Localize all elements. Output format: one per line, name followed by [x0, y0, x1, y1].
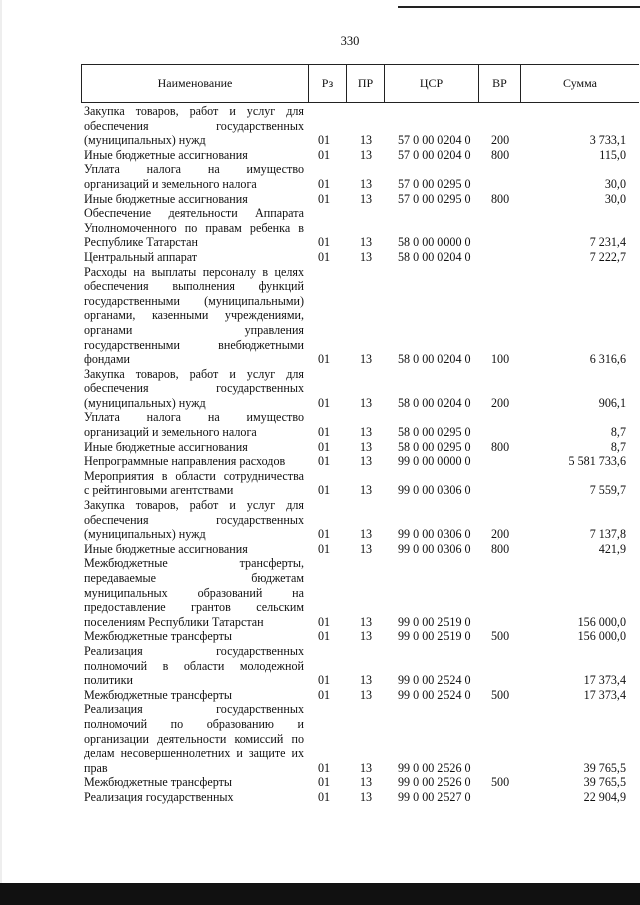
row-name	[84, 206, 304, 250]
row-vr: 500	[491, 687, 510, 702]
table-row	[0, 688, 640, 703]
row-name-line: предоставление грантов сельским	[84, 600, 304, 615]
row-pr: 13	[360, 439, 373, 454]
row-rz: 01	[318, 249, 331, 264]
table-row	[0, 192, 640, 207]
row-name-line: обеспечения государственных	[84, 512, 304, 527]
row-name	[84, 542, 304, 557]
row-name-line: муниципальных образований на	[84, 585, 304, 600]
row-csr: 57 0 00 0204 0	[398, 147, 471, 162]
table-row	[0, 775, 640, 790]
row-name-line: Иные бюджетные ассигнования	[84, 541, 248, 556]
row-name-line: (муниципальных) нужд	[84, 395, 206, 410]
row-rz: 01	[318, 191, 331, 206]
row-rz: 01	[318, 176, 331, 191]
row-name	[84, 410, 304, 439]
row-pr: 13	[360, 789, 373, 804]
row-name-line: государственными (муниципальными)	[84, 293, 304, 308]
table-row	[0, 148, 640, 163]
row-name-line: органами управления	[84, 322, 304, 337]
row-name-line: Межбюджетные трансферты	[84, 687, 233, 702]
table-row	[0, 104, 640, 148]
row-name	[84, 775, 304, 790]
row-csr: 99 0 00 2524 0	[398, 687, 471, 702]
row-rz: 01	[318, 483, 331, 498]
row-name-line: Закупка товаров, работ и услуг для	[84, 104, 304, 118]
row-csr: 99 0 00 0000 0	[398, 454, 471, 469]
table-row	[0, 454, 640, 469]
row-vr: 500	[491, 775, 510, 790]
row-name-line: поселениям Республики Татарстан	[84, 614, 264, 629]
row-name-line: полномочий по образованию и	[84, 716, 304, 731]
row-csr: 58 0 00 0204 0	[398, 395, 471, 410]
row-sum: 17 373,4	[583, 673, 626, 688]
row-pr: 13	[360, 147, 373, 162]
row-name-line: Центральный аппарат	[84, 249, 198, 264]
row-name	[84, 162, 304, 191]
top-rule	[398, 6, 640, 8]
row-sum: 30,0	[604, 176, 626, 191]
table-row	[0, 250, 640, 265]
row-name	[84, 498, 304, 542]
row-rz: 01	[318, 425, 331, 440]
row-csr: 58 0 00 0295 0	[398, 439, 471, 454]
table-row	[0, 367, 640, 411]
row-rz: 01	[318, 352, 331, 367]
row-rz: 01	[318, 541, 331, 556]
row-name-line: Уплата налога на имущество	[84, 162, 304, 177]
row-sum: 8,7	[610, 439, 626, 454]
row-rz: 01	[318, 614, 331, 629]
row-csr: 57 0 00 0204 0	[398, 133, 471, 148]
row-csr: 58 0 00 0204 0	[398, 249, 471, 264]
row-csr: 99 0 00 2526 0	[398, 760, 471, 775]
page-number: 330	[340, 34, 360, 48]
row-pr: 13	[360, 483, 373, 498]
row-vr: 500	[491, 629, 510, 644]
row-sum: 7 137,8	[589, 527, 626, 542]
table-row	[0, 440, 640, 455]
row-name	[84, 702, 304, 775]
row-csr: 58 0 00 0204 0	[398, 352, 471, 367]
row-pr: 13	[360, 629, 373, 644]
row-name-line: (муниципальных) нужд	[84, 133, 206, 148]
table-row	[0, 542, 640, 557]
row-name	[84, 440, 304, 455]
row-sum: 7 222,7	[589, 249, 626, 264]
row-name-line: Обеспечение деятельности Аппарата	[84, 206, 304, 221]
row-csr: 99 0 00 2527 0	[398, 789, 471, 804]
row-name-line: Закупка товаров, работ и услуг для	[84, 366, 304, 381]
table-row	[0, 644, 640, 688]
row-name	[84, 644, 304, 688]
row-name-line: Реализация государственных	[84, 789, 234, 804]
row-csr: 99 0 00 2519 0	[398, 629, 471, 644]
row-name-line: обеспечения государственных	[84, 381, 304, 396]
row-csr: 99 0 00 0306 0	[398, 541, 471, 556]
row-name-line: прав	[84, 760, 108, 775]
row-name	[84, 192, 304, 207]
row-pr: 13	[360, 352, 373, 367]
row-sum: 3 733,1	[589, 133, 626, 148]
row-sum: 8,7	[610, 425, 626, 440]
row-pr: 13	[360, 395, 373, 410]
row-vr: 100	[491, 352, 510, 367]
row-sum: 39 765,5	[583, 775, 626, 790]
row-rz: 01	[318, 629, 331, 644]
row-name-line: делам несовершеннолетних и защите их	[84, 746, 304, 761]
row-sum: 421,9	[598, 541, 626, 556]
row-csr: 99 0 00 0306 0	[398, 483, 471, 498]
row-pr: 13	[360, 673, 373, 688]
row-pr: 13	[360, 176, 373, 191]
row-rz: 01	[318, 527, 331, 542]
table-header	[81, 64, 639, 103]
row-name-line: обеспечения выполнения функций	[84, 279, 304, 294]
row-rz: 01	[318, 775, 331, 790]
row-name-line: Уполномоченного по правам ребенка в	[84, 220, 304, 235]
table-row	[0, 206, 640, 250]
row-rz: 01	[318, 760, 331, 775]
row-rz: 01	[318, 789, 331, 804]
row-name-line: организаций и земельного налога	[84, 176, 257, 191]
row-pr: 13	[360, 687, 373, 702]
row-rz: 01	[318, 454, 331, 469]
row-sum: 115,0	[599, 147, 626, 162]
row-name-line: органами, казенными учреждениями,	[84, 308, 304, 323]
row-name-line: Межбюджетные трансферты	[84, 775, 233, 790]
table-row	[0, 498, 640, 542]
row-sum: 30,0	[604, 191, 626, 206]
row-pr: 13	[360, 527, 373, 542]
row-vr: 800	[491, 439, 510, 454]
row-sum: 17 373,4	[583, 687, 626, 702]
table-row	[0, 410, 640, 439]
row-name-line: Межбюджетные трансферты	[84, 629, 233, 644]
row-name-line: Реализация государственных	[84, 643, 304, 658]
row-pr: 13	[360, 760, 373, 775]
row-sum: 7 231,4	[589, 235, 626, 250]
table-row	[0, 629, 640, 644]
row-pr: 13	[360, 133, 373, 148]
row-sum: 6 316,6	[589, 352, 626, 367]
table-row	[0, 702, 640, 775]
row-csr: 58 0 00 0295 0	[398, 425, 471, 440]
row-sum: 22 904,9	[583, 789, 626, 804]
row-name	[84, 104, 304, 148]
row-vr: 200	[491, 395, 510, 410]
row-name-line: Республике Татарстан	[84, 235, 198, 250]
row-name-line: фондами	[84, 352, 131, 367]
header-sum: Сумма	[521, 65, 640, 103]
row-sum: 906,1	[598, 395, 626, 410]
table-row	[0, 790, 640, 805]
row-name-line: Межбюджетные трансферты,	[84, 556, 304, 571]
table-row	[0, 469, 640, 498]
row-vr: 200	[491, 133, 510, 148]
row-sum: 156 000,0	[577, 614, 626, 629]
table-row	[0, 162, 640, 191]
row-rz: 01	[318, 133, 331, 148]
table-row	[0, 265, 640, 367]
row-name-line: Иные бюджетные ассигнования	[84, 147, 248, 162]
row-name-line: с рейтинговыми агентствами	[84, 483, 234, 498]
header-pr: ПР	[347, 65, 385, 103]
table-body	[0, 104, 640, 805]
row-csr: 99 0 00 2519 0	[398, 614, 471, 629]
row-csr: 57 0 00 0295 0	[398, 176, 471, 191]
row-name-line: Уплата налога на имущество	[84, 410, 304, 425]
row-pr: 13	[360, 541, 373, 556]
row-pr: 13	[360, 191, 373, 206]
row-rz: 01	[318, 439, 331, 454]
row-name-line: государственными внебюджетными	[84, 337, 304, 352]
row-csr: 99 0 00 2526 0	[398, 775, 471, 790]
row-name-line: организации деятельности комиссий по	[84, 731, 304, 746]
row-name	[84, 556, 304, 629]
header-name: Наименование	[82, 65, 309, 103]
row-csr: 99 0 00 2524 0	[398, 673, 471, 688]
row-name	[84, 250, 304, 265]
row-name-line: Иные бюджетные ассигнования	[84, 439, 248, 454]
row-name	[84, 629, 304, 644]
row-csr: 99 0 00 0306 0	[398, 527, 471, 542]
row-rz: 01	[318, 147, 331, 162]
row-sum: 156 000,0	[577, 629, 626, 644]
row-name	[84, 148, 304, 163]
row-csr: 58 0 00 0000 0	[398, 235, 471, 250]
row-name	[84, 469, 304, 498]
row-rz: 01	[318, 673, 331, 688]
row-name-line: организаций и земельного налога	[84, 425, 257, 440]
row-name-line: обеспечения государственных	[84, 118, 304, 133]
row-name-line: Расходы на выплаты персоналу в целях	[84, 264, 304, 279]
row-name-line: (муниципальных) нужд	[84, 527, 206, 542]
row-sum: 7 559,7	[589, 483, 626, 498]
header-rz: Рз	[309, 65, 347, 103]
row-name-line: Реализация государственных	[84, 702, 304, 717]
row-name-line: Иные бюджетные ассигнования	[84, 191, 248, 206]
row-rz: 01	[318, 395, 331, 410]
row-pr: 13	[360, 249, 373, 264]
row-pr: 13	[360, 235, 373, 250]
row-name-line: полномочий в области молодежной	[84, 658, 304, 673]
row-pr: 13	[360, 775, 373, 790]
row-csr: 57 0 00 0295 0	[398, 191, 471, 206]
row-name	[84, 688, 304, 703]
row-name-line: Непрограммные направления расходов	[84, 454, 286, 469]
row-name-line: Мероприятия в области сотрудничества	[84, 468, 304, 483]
row-pr: 13	[360, 454, 373, 469]
header-csr: ЦСР	[385, 65, 479, 103]
row-rz: 01	[318, 235, 331, 250]
row-sum: 39 765,5	[583, 760, 626, 775]
row-vr: 800	[491, 191, 510, 206]
row-vr: 800	[491, 541, 510, 556]
row-name	[84, 790, 304, 805]
row-name	[84, 265, 304, 367]
scan-bottom-border	[0, 883, 640, 905]
row-vr: 800	[491, 147, 510, 162]
row-vr: 200	[491, 527, 510, 542]
row-name-line: политики	[84, 673, 133, 688]
row-name	[84, 367, 304, 411]
row-name	[84, 454, 304, 469]
row-rz: 01	[318, 687, 331, 702]
row-name-line: Закупка товаров, работ и услуг для	[84, 498, 304, 513]
row-pr: 13	[360, 425, 373, 440]
table-row	[0, 556, 640, 629]
row-pr: 13	[360, 614, 373, 629]
header-vr: ВР	[479, 65, 521, 103]
row-sum: 5 581 733,6	[568, 454, 626, 469]
row-name-line: передаваемые бюджетам	[84, 571, 304, 585]
